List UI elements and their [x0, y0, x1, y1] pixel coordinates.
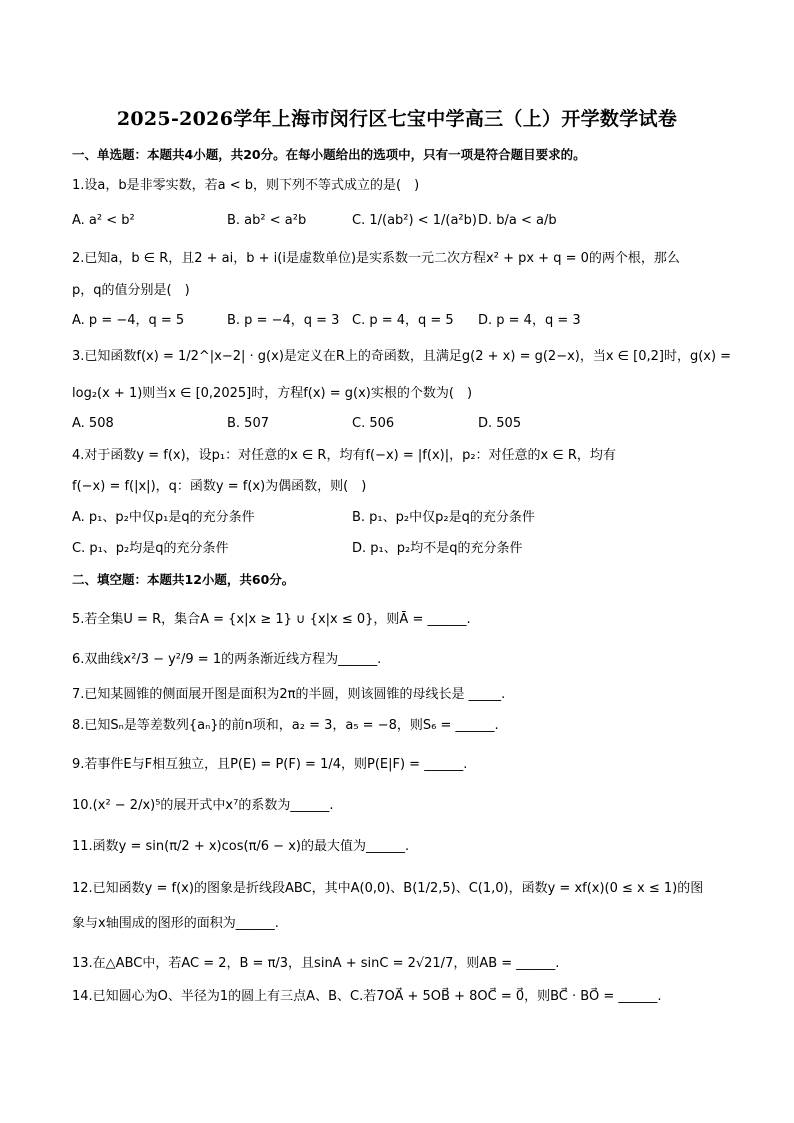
question-5: 5.若全集U = R，集合A = {x|x ≥ 1} ∪ {x|x ≤ 0}，则Ā = ______.	[72, 612, 471, 627]
question-2-stem-line-1: 2.已知a，b ∈ R，且2 + ai，b + i(i是虚数单位)是实系数一元二次方程x² + px + q = 0的两个根，那么	[72, 251, 680, 266]
question-4-option-d: D. p₁、p₂均不是q的充分条件	[352, 541, 523, 556]
question-3-option-c: C. 506	[352, 416, 395, 431]
question-9: 9.若事件E与F相互独立，且P(E) = P(F) = 1/4，则P(E|F) = ______.	[72, 757, 468, 772]
question-1-option-b: B. ab² < a²b	[227, 213, 307, 228]
question-4-option-c: C. p₁、p₂均是q的充分条件	[72, 541, 229, 556]
question-2-option-c: C. p = 4，q = 5	[352, 313, 454, 328]
question-4-stem-line-2: f(−x) = f(|x|)，q：函数y = f(x)为偶函数，则( )	[72, 479, 367, 494]
question-1-stem: 1.设a，b是非零实数，若a < b，则下列不等式成立的是( )	[72, 178, 420, 193]
question-3-stem-line-2: log₂(x + 1)则当x ∈ [0,2025]时，方程f(x) = g(x)实根的个数为( )	[72, 386, 473, 401]
question-7: 7.已知某圆锥的侧面展开图是面积为2π的半圆，则该圆锥的母线长是 _____.	[72, 687, 506, 702]
question-12-line-1: 12.已知函数y = f(x)的图象是折线段ABC，其中A(0,0)、B(1/2,5)、C(1,0)，函数y = xf(x)(0 ≤ x ≤ 1)的图	[72, 881, 704, 896]
section-heading-fill-in: 二、填空题：本题共12小题，共60分。	[72, 572, 295, 587]
question-11: 11.函数y = sin(π/2 + x)cos(π/6 − x)的最大值为______.	[72, 839, 410, 854]
question-3-option-b: B. 507	[227, 416, 269, 431]
page-title: 2025-2026学年上海市闵行区七宝中学高三（上）开学数学试卷	[116, 108, 678, 130]
question-12-line-2: 象与x轴围成的图形的面积为______.	[72, 916, 279, 931]
question-8: 8.已知Sₙ是等差数列{aₙ}的前n项和，a₂ = 3，a₅ = −8，则S₆ = ______.	[72, 718, 499, 733]
question-6: 6.双曲线x²/3 − y²/9 = 1的两条渐近线方程为______.	[72, 652, 382, 667]
question-1-option-c: C. 1/(ab²) < 1/(a²b)	[352, 213, 477, 228]
question-14: 14.已知圆心为O、半径为1的圆上有三点A、B、C.若7OA⃗ + 5OB⃗ + 8OC⃗ = 0⃗，则BC⃗ · BO⃗ = ______.	[72, 989, 662, 1004]
question-2-stem-line-2: p，q的值分别是( )	[72, 283, 190, 298]
question-10: 10.(x² − 2/x)⁵的展开式中x⁷的系数为______.	[72, 798, 334, 813]
section-heading-single-choice: 一、单选题：本题共4小题，共20分。在每小题给出的选项中，只有一项是符合题目要求的。	[72, 147, 586, 162]
question-4-stem-line-1: 4.对于函数y = f(x)，设p₁：对任意的x ∈ R，均有f(−x) = |f(x)|，p₂：对任意的x ∈ R，均有	[72, 448, 616, 463]
question-4-option-a: A. p₁、p₂中仅p₁是q的充分条件	[72, 510, 255, 525]
question-3-option-a: A. 508	[72, 416, 114, 431]
question-2-option-a: A. p = −4，q = 5	[72, 313, 185, 328]
question-2-option-d: D. p = 4，q = 3	[478, 313, 581, 328]
question-3-option-d: D. 505	[478, 416, 522, 431]
question-1-option-d: D. b/a < a/b	[478, 213, 557, 228]
question-1-option-a: A. a² < b²	[72, 213, 135, 228]
question-3-stem-line-1: 3.已知函数f(x) = 1/2^|x−2| · g(x)是定义在R上的奇函数，且满足g(2 + x) = g(2−x)，当x ∈ [0,2]时，g(x) =	[72, 349, 732, 364]
question-2-option-b: B. p = −4，q = 3	[227, 313, 340, 328]
question-4-option-b: B. p₁、p₂中仅p₂是q的充分条件	[352, 510, 535, 525]
question-13: 13.在△ABC中，若AC = 2，B = π/3，且sinA + sinC = 2√21/7，则AB = ______.	[72, 956, 560, 971]
